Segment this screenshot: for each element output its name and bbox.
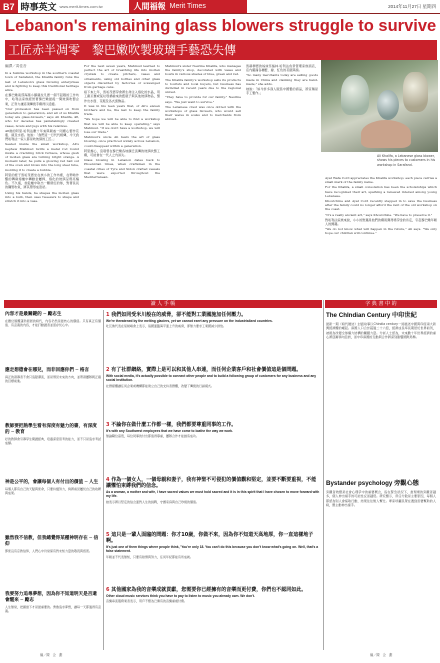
footer-right: 編／陳 企 劃 (370, 653, 393, 657)
main-quote-body: 音樂串流服務業者表示，用戶不應為已擁有的音樂重複付費。 (106, 599, 188, 604)
article-paragraph: 阿里的姪子馬哈茂德坐在狹小的工作坊裡，在劈啪作響的磚砌熔爐中轉動金屬桿，熔化的玻璃呈現亮橘色。不久後，他從爐中取出一顆發紅的球，對著長長的鋼管吹氣，將其塑形成泡狀。 (5, 172, 79, 190)
masthead (0, 0, 440, 14)
main-quote-title (106, 477, 321, 489)
article-column-1 (5, 64, 79, 296)
reader-quote-body: 在數位媒體蓬勃發展的時代，內容仍然是最核心的價值。只有真正有價值、有意義的內容，才能打動讀者並留存於心中。 (5, 318, 101, 327)
article-paragraph: "Our profession has been passed on from generation to generation, and all of us Khalifa today are glass-blowers," says Ali Khalifa, 48, who for decades has painstakingly created vases, bowls and jugs with his relatives. (5, 106, 79, 128)
section-name: 時事英文 (20, 3, 57, 13)
article-column-2 (84, 64, 160, 296)
article-paragraph: 對哈利法家族來說，小小的慰藉是他們的藝術獲得獎學金的肯定，引起黎巴嫩年輕人的興趣。 (325, 217, 437, 227)
main-quote (106, 587, 321, 604)
main-quote-english: With social media, it's actually possible to connect other people and to build a following group of customers for any business and any social institution. (106, 374, 317, 383)
reader-quote (5, 368, 101, 383)
reader-quote-title: 內容才是最關鍵的 ─ 勵志生 (5, 312, 62, 317)
quote-number: 1 (106, 312, 112, 318)
article-paragraph: Ayat Wafa Cord appreciates the Khalifa workshop; each piece carries a small mark of the family name. (325, 176, 437, 185)
main-quote-title (106, 532, 321, 544)
reader-quote (5, 312, 101, 327)
headline: Lebanon's remaining glass blowers struggle to survive (5, 17, 437, 35)
reader-quote-title: 我要努力追尋夢想，因為你不知道明天是否還會醒來 ─ 勵志 (5, 592, 97, 603)
main-quote (106, 532, 321, 559)
main-quote-body: 她表示將以堅定的信念面對人生的挑戰，守護家庭與自己珍視的價值。 (106, 499, 200, 504)
article-paragraph: 馬赫穆德的姊妹奈絲林·哈利法負責管理家族商店，店內擺滿各種藍、綠、紅色的花瓶與碗。 (246, 64, 318, 73)
main-quote-title (106, 587, 321, 593)
quote-number: 3 (106, 422, 112, 428)
article-paragraph: 在黎巴嫩南部海濱小鎮薩拉凡德一個不起眼的工作坊中，哈利法家族經營著黎巴嫩最後一間玻璃吹製企業，正努力讓這項傳統手藝得以延續。 (5, 93, 79, 106)
article-paragraph: Seated inside the small workshop, Ali's nephew Mahmud twirls a metal rod round inside a crackling brick furnace, whose gush of molten glass are turning bright orange. A moment later, he pulls a glowing red ball out of the oven and blows into the long steel tube, molding it to create a bubble. (5, 142, 79, 172)
main-quote-body: 吐瓦魯代表在氣候峰會上表示，島國面臨海平面上升的威脅，卻無力要求工業國減少排放。 (106, 324, 227, 329)
article-paragraph: "It's a really ancient art," says Khoutchine. "We have to preserve it." (325, 212, 433, 217)
article-paragraph: 阿里擔心，這項曾在黎巴嫩各地廣泛流傳的玻璃吹製工藝，可能會在一代人之內消失。 (84, 148, 160, 158)
footer-left: 編／陳 企 劃 (40, 653, 63, 657)
article-paragraph: Mahmud's sister Nesrine Khalifa, who manages the family's shop, decorated with vases and bowls in various shades of blue, green and red. (165, 64, 241, 77)
main-quote-text: 有了社群網絡，實際上是可以和其他人串連，而任何企業客戶和社會價值這是個問題。 (111, 367, 302, 373)
main-quote-text: 其他國家為我的音樂成就貢獻，您需要你已經擁有的音樂而更付費，你們也不認同如此。 (111, 587, 307, 593)
main-quote-english: Other cloud music services think you have to pay to listen to music you already own. We don't. (106, 594, 255, 598)
quote-number: 5 (106, 532, 112, 538)
reader-quote (5, 424, 101, 445)
study-title: Bystander psychology 旁觀心態 (326, 480, 419, 487)
main-quote (106, 477, 321, 504)
article-paragraph: It was in his teen years that, of Ali's eleven brothers and he, the last to keep the family trade. (84, 103, 160, 117)
study-title: The ChIndian Century 中印世紀 (326, 312, 417, 319)
reader-quote-title: 應走想德會在哪兒，而非回應你們 ─ 格言 (5, 368, 90, 373)
article-paragraph: 48歲的阿里·哈利法數十年來與親戚一同細心製作花瓶、碗及水壺。他說：「我們這一行代代相傳，今天我們哈利法一家人都是吹玻璃的工匠。」 (5, 128, 79, 142)
main-quote-body: 社群媒體讓任何企業或機構都能建立自己的支持者群體，改變了傳統的行銷模式。 (106, 383, 215, 388)
photo-caption: Ali Khalifa, a Lebanese glass blower, shows his pieces to customers in his workshop in Sarafand. (377, 154, 436, 167)
quote-number: 2 (106, 367, 112, 373)
reader-quote-body: 人生無常，把握當下才是最重要的。勇敢追求夢想，讓每一天都過得有意義。 (5, 604, 102, 613)
article-paragraph: For the Khalifa, a small consolation has been the scholarships which have recognized their art, sparking a renewed interest among young Lebanese. (325, 185, 437, 198)
reader-quote-title: 雖然我不信教，但我總覺得某種神明存在 ─ 信仰 (5, 536, 99, 547)
article-paragraph: The Lebanese crest was once dotted with the workshops of glass blowers, who would sell their wares in souks and to merchants from abroad. (165, 104, 241, 122)
main-quote-english: We're threatened by the melting glaciers, yet we cannot exert any pressure on the industrialized countries. (106, 319, 273, 323)
main-quote-title (106, 422, 321, 428)
main-quote-english: It's just one of them things where people think, 'You're only 18. You can't do this because you don't know what's going on. Well, that's a false statement. (106, 545, 319, 554)
study-body: 旁觀者效應是社會心理學中的重要概念，指在緊急狀況下，當現場的旁觀者越多，個人伸出援手的可能性反而越低。研究顯示，責任分散是主要原因，每個人都認為別人會採取行動，結果往往無人幫忙。專家呼籲民眾在遇到需要幫助的人時，應主動伸出援手。 (326, 490, 436, 507)
quote-number: 6 (106, 587, 112, 593)
article-paragraph: "So many merchants today are selling goods made in China and claiming they are hand-made," she adds. (246, 73, 318, 86)
reader-quote (5, 592, 101, 613)
article-column-4 (325, 176, 437, 296)
reader-quote (5, 480, 101, 495)
study-body: 最新一期《時代雜誌》封面故事以Chindia century一詞描述中國與印度兩大新興經濟體的崛起。兩國人口合計超過二十六億，經濟成長率長期居於世界前列，被視為改變全球權力結構的關鍵力量。分析人士認為，未來數十年世界經濟的重心將逐漸移向亞洲，而中印兩國的互動與合作將深刻影響國際局勢。 (326, 322, 436, 339)
main-quote-title (106, 367, 321, 373)
main-quote-english: As a woman, a mother and wife, I have sacred values we must hold sacred and it is in this spirit that I have chosen to move forward with my life. (106, 490, 320, 499)
byline: 編譯／黃佳音 (5, 64, 27, 68)
article-paragraph: "They have to provide for our family," Nesrine says. "We just want to survive." (165, 95, 241, 104)
issue-date: 2014年11月27日 星期四 (388, 3, 436, 9)
main-quote-text: 作為一個女人，一個母親和妻子，我有神聖不可侵犯的價值觀和堅定，並要不斷要重視，不能讓懼怕束縛我們的信念。 (106, 477, 317, 489)
article-column-3 (165, 64, 241, 296)
article-paragraph: Using his hands, he shapes the molten glass into a bulb, then uses tweezers to shape and stretch it into a vase. (5, 190, 79, 204)
article-paragraph: 她說：「如今許多商人販售中國製的商品，卻宣稱是手工製作。」 (246, 87, 318, 96)
main-quote-text: 不論你在做什麼工作都一樣，我們都要尊重同事的工作。 (111, 422, 237, 428)
quote-number: 4 (106, 477, 112, 483)
article-paragraph: Mahmud's uncle Ali fears the art of glass blowing, once practiced widely across Lebanon, could disappear within a generation. (84, 135, 160, 148)
article-paragraph: In a humble workshop in the southern coastal town of Sarafand, the Khalifa family runs the last of Lebanon's glass blowing enterprises and is fighting to keep this traditional heritage alive. (5, 71, 79, 93)
study-section-bar: 字 典 書 中 的 (325, 300, 437, 308)
main-quote-body: 無論職位高低，每位同事的付出都值得尊重，團隊合作才能創造成功。 (106, 434, 200, 439)
main-quote-title (106, 312, 321, 318)
main-quote (106, 367, 321, 388)
article-column-3b (246, 64, 318, 296)
reader-quote-title: 教師要把熱學生看有深度有魅力的書，有深度的 ─ 教育 (5, 424, 97, 435)
article-paragraph: 接下來七年，馬哈茂德學會將生命注入熔化的水晶，用工廠丟棄或從垃圾桶撿來的舊瓶子與其他玻璃物品，製作出水壺、花瓶及各式裝飾品。 (84, 90, 160, 103)
readers-section-bar: 讀 人 手 帳 (4, 300, 322, 308)
article-paragraph: Glass blowing in Lebanon dates back to Phoenician times, when craftsmen in the coastal cities of Tyre and Sidon crafted vessels that were exported throughout the Mediterranean. (84, 158, 160, 180)
column-divider (323, 300, 324, 650)
column-divider (103, 310, 104, 650)
page-number: B7 (0, 0, 18, 13)
article-paragraph: For the next seven years, Mahmud learned to perfect the art of breathing life into molten crystals to create pitchers, vases and ornaments, using old bottles and other glass objects discarded by factories or scavenged from garbage cans. (84, 64, 160, 90)
newspaper-logo (129, 0, 247, 13)
main-quote (106, 422, 321, 439)
reader-quote-body: 好的教師會引導學生閱讀經典，培養深度思考的能力，而不只是追求考試成績。 (5, 436, 102, 445)
reader-quote (5, 536, 101, 553)
subheadline-chinese: 工匠赤半凋零 黎巴嫩吹製玻璃手藝恐失傳 (5, 40, 437, 60)
main-quote (106, 312, 321, 329)
main-quote-text: 這只是一輩人面臨的問題：你才10歲，你做不來，因為你不知道天高地厚，你一直這樣地子啊。 (106, 532, 314, 544)
article-paragraph: The Khalifa family's workshop sells its products to tourists and local buyers, but business has dwindled in recent years due to the regional unrest. (165, 77, 241, 95)
reader-quote-title: 神是公平的，會讓每個人有付出的價值 ─ 人生 (5, 480, 99, 485)
site-url[interactable]: www.merit-times.com.tw (59, 4, 103, 9)
main-quote-body: 年輕並不代表無知，只要有熱情與努力，任何年紀都能有所成就。 (106, 554, 194, 559)
reader-quote-body: 每個人都有自己的天賦與使命，只要持續努力，終將看見屬於自己的收穫與成果。 (5, 486, 102, 495)
main-quote-english: It's with any Southwest employees that we have come to loathe the way we work. (106, 429, 234, 433)
article-paragraph: Khoutchine and Ayat Cord recently stepped in to save the business after the family could no longer afford the rent of the old workshop on the coast. (325, 199, 437, 212)
logo-cn: 人間福報 (133, 2, 166, 11)
reader-quote-body: 即使沒有宗教信仰，人們心中仍常保有對未知力量的敬畏與感恩。 (5, 548, 93, 553)
article-paragraph: "We do not know what will happen in the future," Ali says. "We only hope our children will continue." (325, 227, 437, 236)
logo-en: Merit Times (169, 3, 206, 10)
glass-blower-photo (321, 60, 438, 152)
reader-quote-body: 真正的領導者不會只追隨潮流，而是預見未來的方向，並帶領團隊朝正確的目標前進。 (5, 374, 102, 383)
main-quote-text: 我們如同受米川般在的威脅，卻不能對工業國施加任何壓力。 (111, 312, 247, 318)
article-paragraph: "We hope we will be able to find a workshop that we will be able to keep operating," says Mahmud. "If we don't have a workshop, we will lose our trade." (84, 117, 160, 135)
